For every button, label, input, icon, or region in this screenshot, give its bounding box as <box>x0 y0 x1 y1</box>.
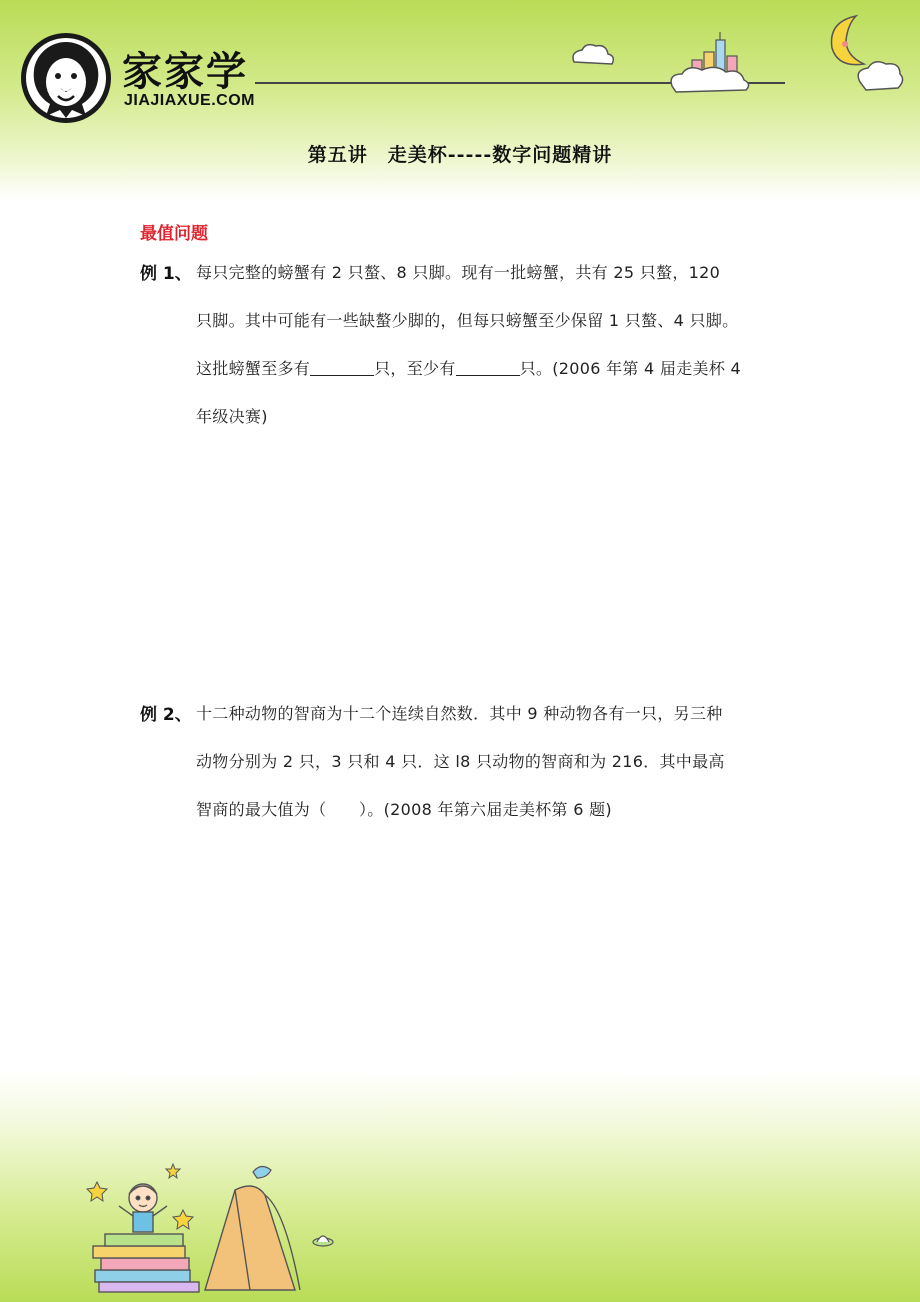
page-title: 第五讲 走美杯-----数字问题精讲 <box>307 144 613 166</box>
example-line: 智商的最大值为（ ）。(2008 年第六届走美杯第 6 题) <box>196 800 612 819</box>
example-label: 例 2、 <box>140 705 192 725</box>
example-2 <box>140 700 785 830</box>
example-text: 只，至少有 <box>374 359 456 378</box>
example-1 <box>140 259 785 439</box>
brand-name: 家家学 <box>122 49 248 95</box>
section-heading: 最值问题 <box>140 224 208 244</box>
example-line: 每只完整的螃蟹有 2 只螯、8 只脚。现有一批螃蟹，共有 25 只螯，120 <box>196 263 721 282</box>
lion-logo-icon <box>20 32 112 124</box>
example-line: 只脚。其中可能有一些缺螯少脚的，但每只螃蟹至少保留 1 只螯、4 只脚。 <box>196 311 739 330</box>
example-text: 只。(2006 年第 4 届走美杯 4 <box>519 359 741 378</box>
example-line: 年级决赛) <box>196 407 268 426</box>
example-text: 这批螃蟹至多有 <box>196 359 311 378</box>
example-line: 动物分别为 2 只，3 只和 4 只．这 l8 只动物的智商和为 216．其中最高 <box>196 752 725 771</box>
example-label: 例 1、 <box>140 264 192 284</box>
example-line-with-blanks <box>196 356 741 379</box>
brand-url: JIAJIAXUE.COM <box>124 92 255 109</box>
example-line: 十二种动物的智商为十二个连续自然数．其中 9 种动物各有一只，另三种 <box>196 704 723 723</box>
answer-blank[interactable] <box>310 359 374 376</box>
answer-blank[interactable] <box>456 359 520 376</box>
cloud-castle-moon-icon <box>560 10 905 100</box>
kid-on-books-icon <box>85 1150 345 1295</box>
